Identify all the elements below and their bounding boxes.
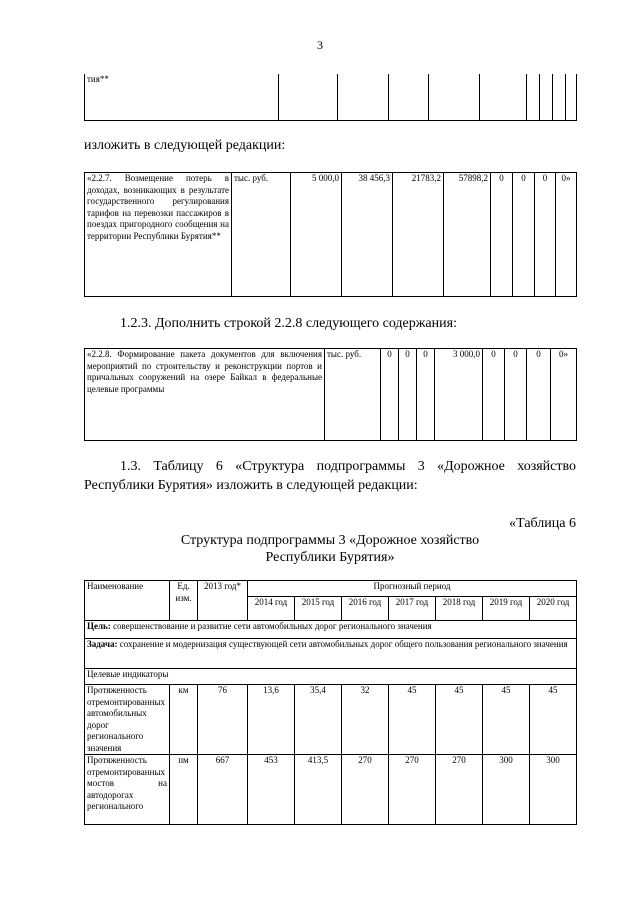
- fragment-cell: [527, 74, 540, 120]
- indicator-unit: км: [170, 685, 198, 755]
- row-228-value: 0: [527, 349, 551, 441]
- row-228-value: 0: [505, 349, 527, 441]
- row-227-name: «2.2.7. Возмещение потерь в доходах, возникающих в результате государственного регулирования тарифов на перевозки пассажиров в поездах пригородного сообщения на территории Республики Бурятия**: [85, 173, 232, 297]
- paragraph-2: 1.2.3. Дополнить строкой 2.2.8 следующего содержания:: [120, 316, 457, 331]
- table-title-line-1: Структура подпрограммы 3 «Дорожное хозяйство: [180, 533, 480, 548]
- fragment-cell: [553, 74, 566, 120]
- indicator-value: 453: [248, 755, 295, 825]
- row-227-table: [84, 172, 577, 297]
- fragment-cell: [480, 74, 527, 120]
- col-header-forecast: Прогнозный период: [248, 581, 577, 597]
- task-label: Задача:: [87, 639, 118, 649]
- fragment-cell: [566, 74, 577, 120]
- fragment-cell: [338, 74, 389, 120]
- task-text: сохранение и модернизация существующей сети автомобильных дорог общего пользования регионального значения: [117, 639, 568, 649]
- indicator-value: 45: [483, 685, 530, 755]
- indicator-value: 45: [389, 685, 436, 755]
- table-label: «Таблица 6: [509, 516, 576, 531]
- task-row: [85, 639, 577, 669]
- row-227-value: 0»: [556, 173, 577, 297]
- paragraph-1: изложить в следующей редакции:: [84, 138, 286, 153]
- indicator-value: 270: [342, 755, 389, 825]
- indicator-value: 270: [389, 755, 436, 825]
- row-228-value: 0: [399, 349, 417, 441]
- row-228-table: [84, 348, 577, 441]
- indicator-value: 45: [530, 685, 577, 755]
- row-227-value: 0: [491, 173, 513, 297]
- goal-row: [85, 621, 577, 639]
- paragraph-3-text: 1.3. Таблицу 6 «Структура подпрограммы 3 «Дорожное хозяйство Республики Бурятия» изложить в следующей редакции:: [84, 459, 576, 493]
- indicator-unit: пм: [170, 755, 198, 825]
- goal-label: Цель:: [87, 621, 111, 631]
- col-header-name: Наименование: [85, 581, 170, 621]
- indicator-value: 300: [483, 755, 530, 825]
- col-header-year: 2020 год: [530, 597, 577, 621]
- fragment-table: [84, 74, 577, 121]
- row-228-value: 0»: [551, 349, 577, 441]
- row-227-unit: тыс. руб.: [232, 173, 291, 297]
- indicator-value: 413,5: [295, 755, 342, 825]
- col-header-year: 2018 год: [436, 597, 483, 621]
- row-228-name: «2.2.8. Формирование пакета документов для включения мероприятий по строительству и реконструкции портов и причальных сооружений на озере Байкал в федеральные целевые программы: [85, 349, 325, 441]
- row-227-value: 5 000,0: [291, 173, 342, 297]
- paragraph-3: [84, 457, 576, 495]
- indicators-row: Целевые индикаторы: [85, 669, 577, 685]
- fragment-cell: [279, 74, 338, 120]
- col-header-year: 2016 год: [342, 597, 389, 621]
- table-6: [84, 580, 577, 825]
- fragment-cell: [540, 74, 553, 120]
- row-227-value: 0: [535, 173, 556, 297]
- row-227-value: 21783,2: [393, 173, 444, 297]
- row-228-value: 0: [483, 349, 505, 441]
- col-header-year: 2019 год: [483, 597, 530, 621]
- row-227-value: 38 456,3: [342, 173, 393, 297]
- indicator-value: 35,4: [295, 685, 342, 755]
- row-228-unit: тыс. руб.: [325, 349, 381, 441]
- col-header-year: 2015 год: [295, 597, 342, 621]
- indicator-value: 45: [436, 685, 483, 755]
- row-227-value: 57898,2: [444, 173, 491, 297]
- goal-text: совершенствование и развитие сети автомобильных дорог регионального значения: [110, 621, 432, 631]
- indicator-value: 300: [530, 755, 577, 825]
- col-header-base: 2013 год*: [198, 581, 248, 621]
- col-header-year: 2014 год: [248, 597, 295, 621]
- col-header-year: 2017 год: [389, 597, 436, 621]
- col-header-unit: Ед. изм.: [170, 581, 198, 621]
- indicator-value: 32: [342, 685, 389, 755]
- row-228-value: 3 000,0: [435, 349, 483, 441]
- fragment-cell: [389, 74, 429, 120]
- table-title-line-2: Республики Бурятия»: [265, 550, 395, 565]
- indicator-base: 667: [198, 755, 248, 825]
- indicator-value: 13,6: [248, 685, 295, 755]
- page-number: 3: [317, 38, 323, 52]
- indicator-name: Протяженность отремонтированных автомобильных дорог регионального значения: [85, 685, 170, 755]
- indicator-name: Протяженность отремонтированных мостов на автодорогах регионального: [85, 755, 170, 825]
- row-228-value: 0: [417, 349, 435, 441]
- fragment-cell: [429, 74, 480, 120]
- indicator-base: 76: [198, 685, 248, 755]
- row-227-value: 0: [513, 173, 535, 297]
- fragment-row-name: тия**: [85, 74, 279, 120]
- indicator-value: 270: [436, 755, 483, 825]
- row-228-value: 0: [381, 349, 399, 441]
